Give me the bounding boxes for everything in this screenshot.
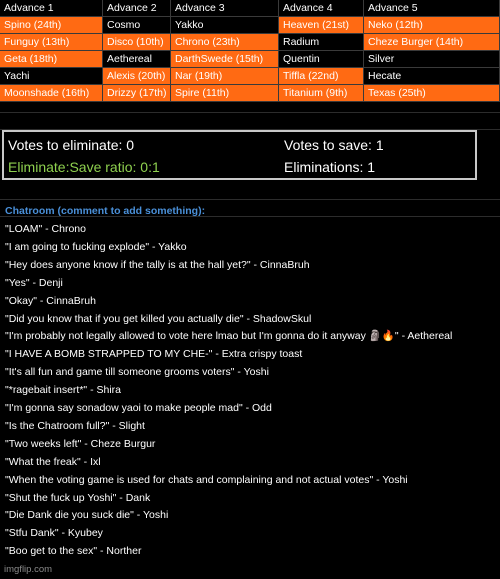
- chat-message: "I'm probably not legally allowed to vote here lmao but I'm gonna do it anyway 🗿🔥" - Aethereal: [5, 330, 453, 343]
- contestant-cell[interactable]: Yachi: [0, 68, 103, 85]
- column-header[interactable]: Advance 3: [171, 0, 279, 17]
- chat-message: "When the voting game is used for chats and complaining and not actual votes" - Yoshi: [5, 473, 408, 486]
- contestant-cell[interactable]: Disco (10th): [103, 34, 171, 51]
- chat-message: "I'm gonna say sonadow yaoi to make people mad" - Odd: [5, 402, 272, 414]
- column-header[interactable]: Advance 4: [279, 0, 364, 17]
- column-header[interactable]: Advance 5: [364, 0, 500, 17]
- contestant-cell[interactable]: Texas (25th): [364, 85, 500, 102]
- ratio: Eliminate:Save ratio: 0:1: [8, 159, 160, 175]
- empty-row: [0, 96, 500, 113]
- contestant-cell[interactable]: Geta (18th): [0, 51, 103, 68]
- chat-message: "I HAVE A BOMB STRAPPED TO MY CHE-" - Extra crispy toast: [5, 348, 303, 361]
- vote-stats-box: [2, 130, 477, 180]
- contestant-cell[interactable]: DarthSwede (15th): [171, 51, 279, 68]
- contestant-cell[interactable]: Alexis (20th): [103, 68, 171, 85]
- contestant-cell[interactable]: Cosmo: [103, 17, 171, 34]
- contestant-cell[interactable]: Titanium (9th): [279, 85, 364, 102]
- chat-message: "Shut the fuck up Yoshi" - Dank: [5, 491, 151, 504]
- contestant-cell[interactable]: Yakko: [171, 17, 279, 34]
- votes-eliminate: Votes to eliminate: 0: [8, 137, 135, 153]
- contestant-cell[interactable]: Hecate: [364, 68, 500, 85]
- chat-message: "Is the Chatroom full?" - Slight: [5, 419, 145, 432]
- contestant-cell[interactable]: Funguy (13th): [0, 34, 103, 51]
- contestant-cell[interactable]: Neko (12th): [364, 17, 500, 34]
- empty-row: [0, 113, 500, 130]
- chat-message: "Stfu Dank" - Kyubey: [5, 527, 103, 540]
- contestant-cell[interactable]: Quentin: [279, 51, 364, 68]
- votes-save: Votes to save: 1: [284, 137, 384, 153]
- contestant-cell[interactable]: Drizzy (17th): [103, 85, 171, 102]
- chat-message: "I am going to fucking explode" - Yakko: [5, 240, 187, 253]
- chat-message: "Die Dank die you suck die" - Yoshi: [5, 509, 169, 522]
- contestant-cell[interactable]: Moonshade (16th): [0, 85, 103, 102]
- chat-message: "Did you know that if you get killed you actually die" - ShadowSkul: [5, 312, 312, 325]
- contestant-cell[interactable]: Aethereal: [103, 51, 171, 68]
- chat-message: "*ragebait insert*" - Shira: [5, 384, 122, 397]
- chat-message: "Okay" - CinnaBruh: [5, 294, 96, 307]
- contestant-cell[interactable]: Radium: [279, 34, 364, 51]
- contestant-cell[interactable]: Spino (24th): [0, 17, 103, 34]
- contestant-cell[interactable]: Cheze Burger (14th): [364, 34, 500, 51]
- chatroom-header: Chatroom (comment to add something):: [5, 205, 206, 217]
- chat-message: "Yes" - Denji: [5, 276, 63, 289]
- chat-message: "It's all fun and game till someone grooms voters" - Yoshi: [5, 366, 269, 379]
- contestant-cell[interactable]: Chrono (23th): [171, 34, 279, 51]
- chat-message: "LOAM" - Chrono: [5, 223, 86, 235]
- chat-message: "Hey does anyone know if the tally is at the hall yet?" - CinnaBruh: [5, 258, 310, 271]
- column-header[interactable]: Advance 1: [0, 0, 103, 17]
- empty-row: [0, 183, 500, 200]
- chat-message: "Boo get to the sex" - Norther: [5, 545, 142, 558]
- eliminations: Eliminations: 1: [284, 159, 376, 175]
- column-header[interactable]: Advance 2: [103, 0, 171, 17]
- contestant-cell[interactable]: Silver: [364, 51, 500, 68]
- chat-message: "What the freak" - Ixl: [5, 455, 101, 468]
- contestant-cell[interactable]: Spire (11th): [171, 85, 279, 102]
- contestant-cell[interactable]: Heaven (21st): [279, 17, 364, 34]
- watermark: imgflip.com: [4, 564, 53, 575]
- contestant-cell[interactable]: Nar (19th): [171, 68, 279, 85]
- contestant-cell[interactable]: Tiffla (22nd): [279, 68, 364, 85]
- chat-message: "Two weeks left" - Cheze Burgur: [5, 437, 156, 450]
